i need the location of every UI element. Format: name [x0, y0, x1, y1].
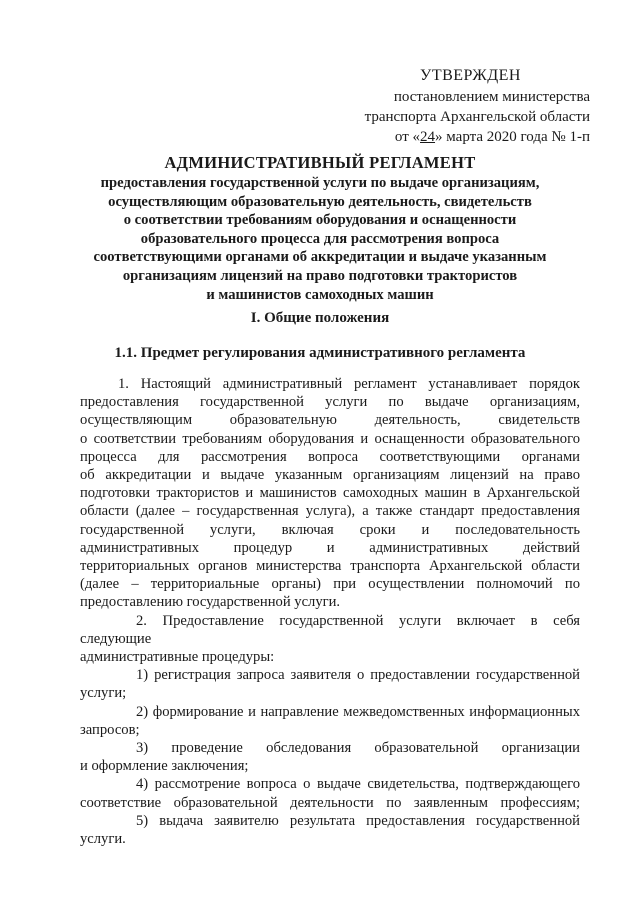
paragraph-line: о соответствии требованиям оборудования и оснащенности образовательного	[80, 430, 580, 447]
list-item-line: 4) рассмотрение вопроса о выдаче свидетельства, подтверждающего	[136, 776, 580, 793]
approval-line-3	[330, 127, 590, 147]
body-text	[80, 375, 580, 848]
paragraph-line: предоставления государственной услуги по выдаче организациям,	[80, 394, 580, 411]
paragraph-line: осуществляющим образовательную деятельность, свидетельств	[80, 412, 580, 429]
list-item-line: соответствие образовательной деятельности по заявленным профессиям;	[80, 794, 580, 811]
subtitle-line: и машинистов самоходных машин	[206, 286, 434, 303]
approval-line-2: транспорта Архангельской области	[364, 109, 590, 125]
subsection-heading-subject: 1.1. Предмет регулирования административного регламента	[114, 345, 526, 361]
approval-title: УТВЕРЖДЕН	[420, 67, 521, 84]
approval-date-day: 24	[420, 129, 436, 145]
approval-stamp-block	[330, 66, 590, 147]
paragraph-line: территориальных органов министерства транспорта Архангельской области	[80, 558, 580, 575]
regulation-subtitle	[60, 174, 580, 304]
paragraph-line: 2. Предоставление государственной услуги включает в себя следующие	[80, 612, 580, 647]
paragraph-line: 1. Настоящий административный регламент устанавливает порядок	[118, 376, 580, 392]
paragraph-line: предоставлению государственной услуги.	[80, 594, 341, 611]
list-item-line: и оформление заключения;	[80, 758, 249, 775]
paragraph-line: административных процедур и административных действий	[80, 539, 580, 556]
paragraph-line: об аккредитации и выдаче указанным организациям лицензий на право	[80, 467, 580, 484]
subtitle-line: образовательного процесса для рассмотрения вопроса	[140, 230, 500, 247]
list-item-line: 2) формирование и направление межведомственных информационных	[136, 703, 580, 720]
list-item-line: услуги.	[80, 831, 126, 848]
approval-line-1: постановлением министерства	[393, 89, 590, 105]
subtitle-line: предоставления государственной услуги по выдаче организациям,	[100, 175, 540, 191]
approval-date-prefix: от «	[394, 129, 421, 145]
regulation-title: АДМИНИСТРАТИВНЫЙ РЕГЛАМЕНТ	[164, 153, 476, 172]
regulation-title-block	[60, 152, 580, 304]
subtitle-line: осуществляющим образовательную деятельность, свидетельств	[108, 193, 532, 210]
paragraph-line: подготовки трактористов и машинистов самоходных машин в Архангельской	[80, 485, 580, 502]
list-item-line: 1) регистрация запроса заявителя о предоставлении государственной	[136, 667, 580, 684]
paragraph-line: государственной услуги, включая сроки и последовательность	[80, 521, 580, 538]
approval-date-suffix: » марта 2020 года № 1-п	[435, 129, 590, 145]
paragraph-line: (далее – территориальные органы) при осуществлении полномочий по	[80, 576, 580, 593]
paragraph-line: административные процедуры:	[80, 649, 275, 666]
list-item-line: запросов;	[80, 721, 140, 738]
subtitle-line: соответствующими органами об аккредитации и выдаче указанным	[93, 249, 547, 266]
list-item-line: 3) проведение обследования образовательной организации	[136, 740, 580, 757]
section-heading-general: I. Общие положения	[250, 310, 390, 326]
subtitle-line: о соответствии требованиям оборудования и оснащенности	[123, 212, 517, 229]
paragraph-line: области (далее – государственная услуга), а также стандарт предоставления	[80, 503, 580, 520]
paragraph-line: процесса для рассмотрения вопроса соответствующими органами	[80, 448, 580, 465]
subtitle-line: организациям лицензий на право подготовки трактористов	[122, 267, 518, 284]
list-item-line: услуги;	[80, 685, 127, 702]
list-item-line: 5) выдача заявителю результата предоставления государственной	[136, 812, 580, 829]
